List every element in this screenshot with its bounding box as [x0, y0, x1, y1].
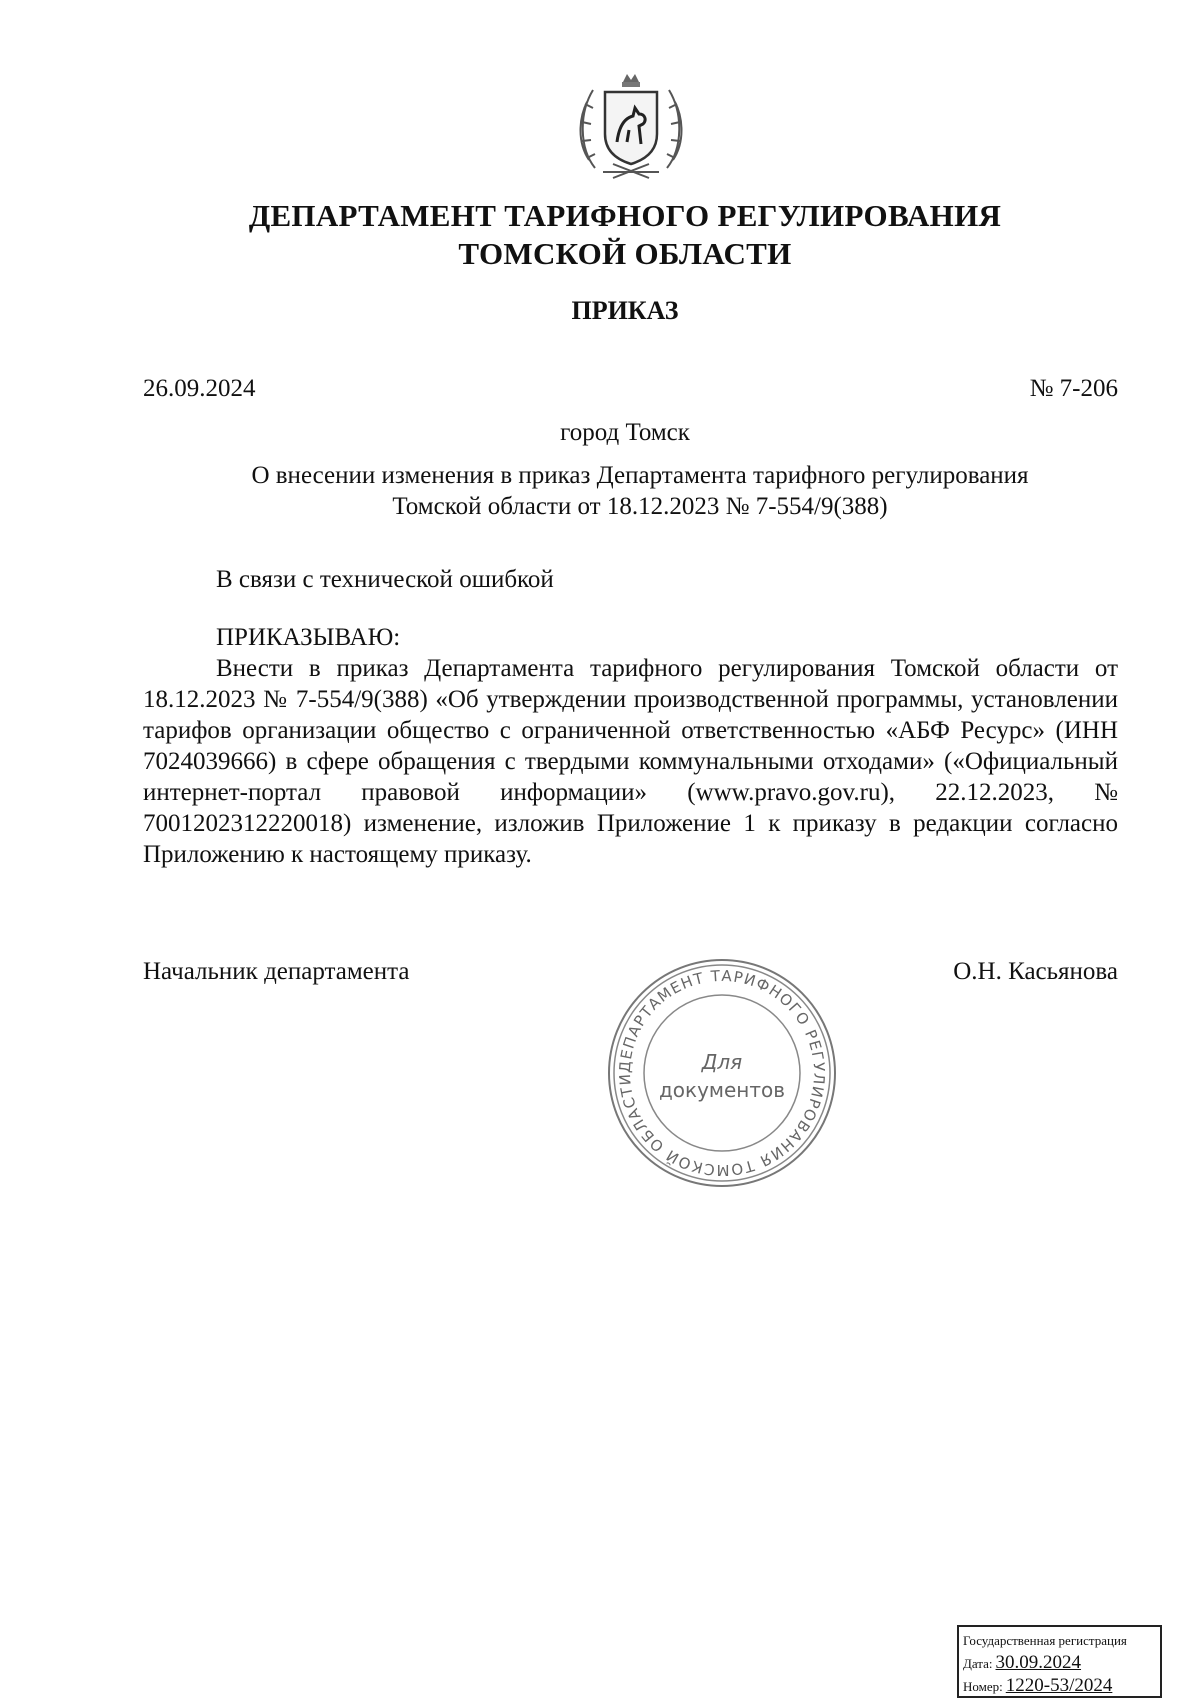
subject-line2: Томской области от 18.12.2023 № 7-554/9(388): [392, 493, 888, 520]
organization-name-line1: ДЕПАРТАМЕНТ ТАРИФНОГО РЕГУЛИРОВАНИЯ: [248, 198, 1002, 233]
document-city: город Томск: [560, 419, 690, 446]
registration-date-value: 30.09.2024: [995, 1652, 1082, 1673]
reason-paragraph: В связи с технической ошибкой: [216, 566, 554, 593]
signatory-name: О.Н. Касьянова: [953, 958, 1118, 985]
stamp-center-line2: документов: [658, 1078, 786, 1102]
organization-name: [100, 197, 1150, 273]
document-number: № 7-206: [1029, 375, 1118, 402]
registration-number-value: 1220-53/2024: [1005, 1675, 1113, 1696]
registration-number-row: [963, 1675, 1156, 1698]
registration-box: [957, 1625, 1162, 1698]
document-date: 26.09.2024: [143, 375, 256, 402]
coat-of-arms-icon: [573, 68, 689, 182]
stamp-ring-text: ДЕПАРТАМЕНТ ТАРИФНОГО РЕГУЛИРОВАНИЯ ТОМСКОЙ ОБЛАСТИ: [615, 966, 829, 1180]
subject-line1: О внесении изменения в приказ Департамента тарифного регулирования: [251, 462, 1029, 489]
signatory-role: Начальник департамента: [143, 958, 410, 985]
registration-date-label: Дата:: [963, 1656, 993, 1671]
order-body-text: Внести в приказ Департамента тарифного регулирования Томской области от 18.12.2023 № 7-554/9(388) «Об утверждении производственной программы, установлении тарифов организации общество с ограниченной ответственностью «АБФ Ресурс» (ИНН 7024039666) в сфере обращения с твердыми коммунальными отходами» («Официальный интернет-портал правовой информации» (www.pravo.gov.ru), 22.12.2023, № 7001202312220018) изменение, изложив Приложение 1 к приказу в редакции согласно Приложению к настоящему приказу.: [143, 655, 1118, 868]
stamp-center-line1: Для: [701, 1050, 743, 1074]
registration-title: Государственная регистрация: [963, 1633, 1127, 1648]
order-word: ПРИКАЗЫВАЮ:: [216, 624, 401, 651]
registration-number-label: Номер:: [963, 1679, 1003, 1694]
registration-date-row: [963, 1652, 1156, 1675]
document-type: ПРИКАЗ: [571, 296, 679, 325]
official-stamp-icon: [602, 953, 842, 1193]
organization-name-line2: ТОМСКОЙ ОБЛАСТИ: [458, 236, 792, 271]
document-subject: [200, 460, 1080, 522]
